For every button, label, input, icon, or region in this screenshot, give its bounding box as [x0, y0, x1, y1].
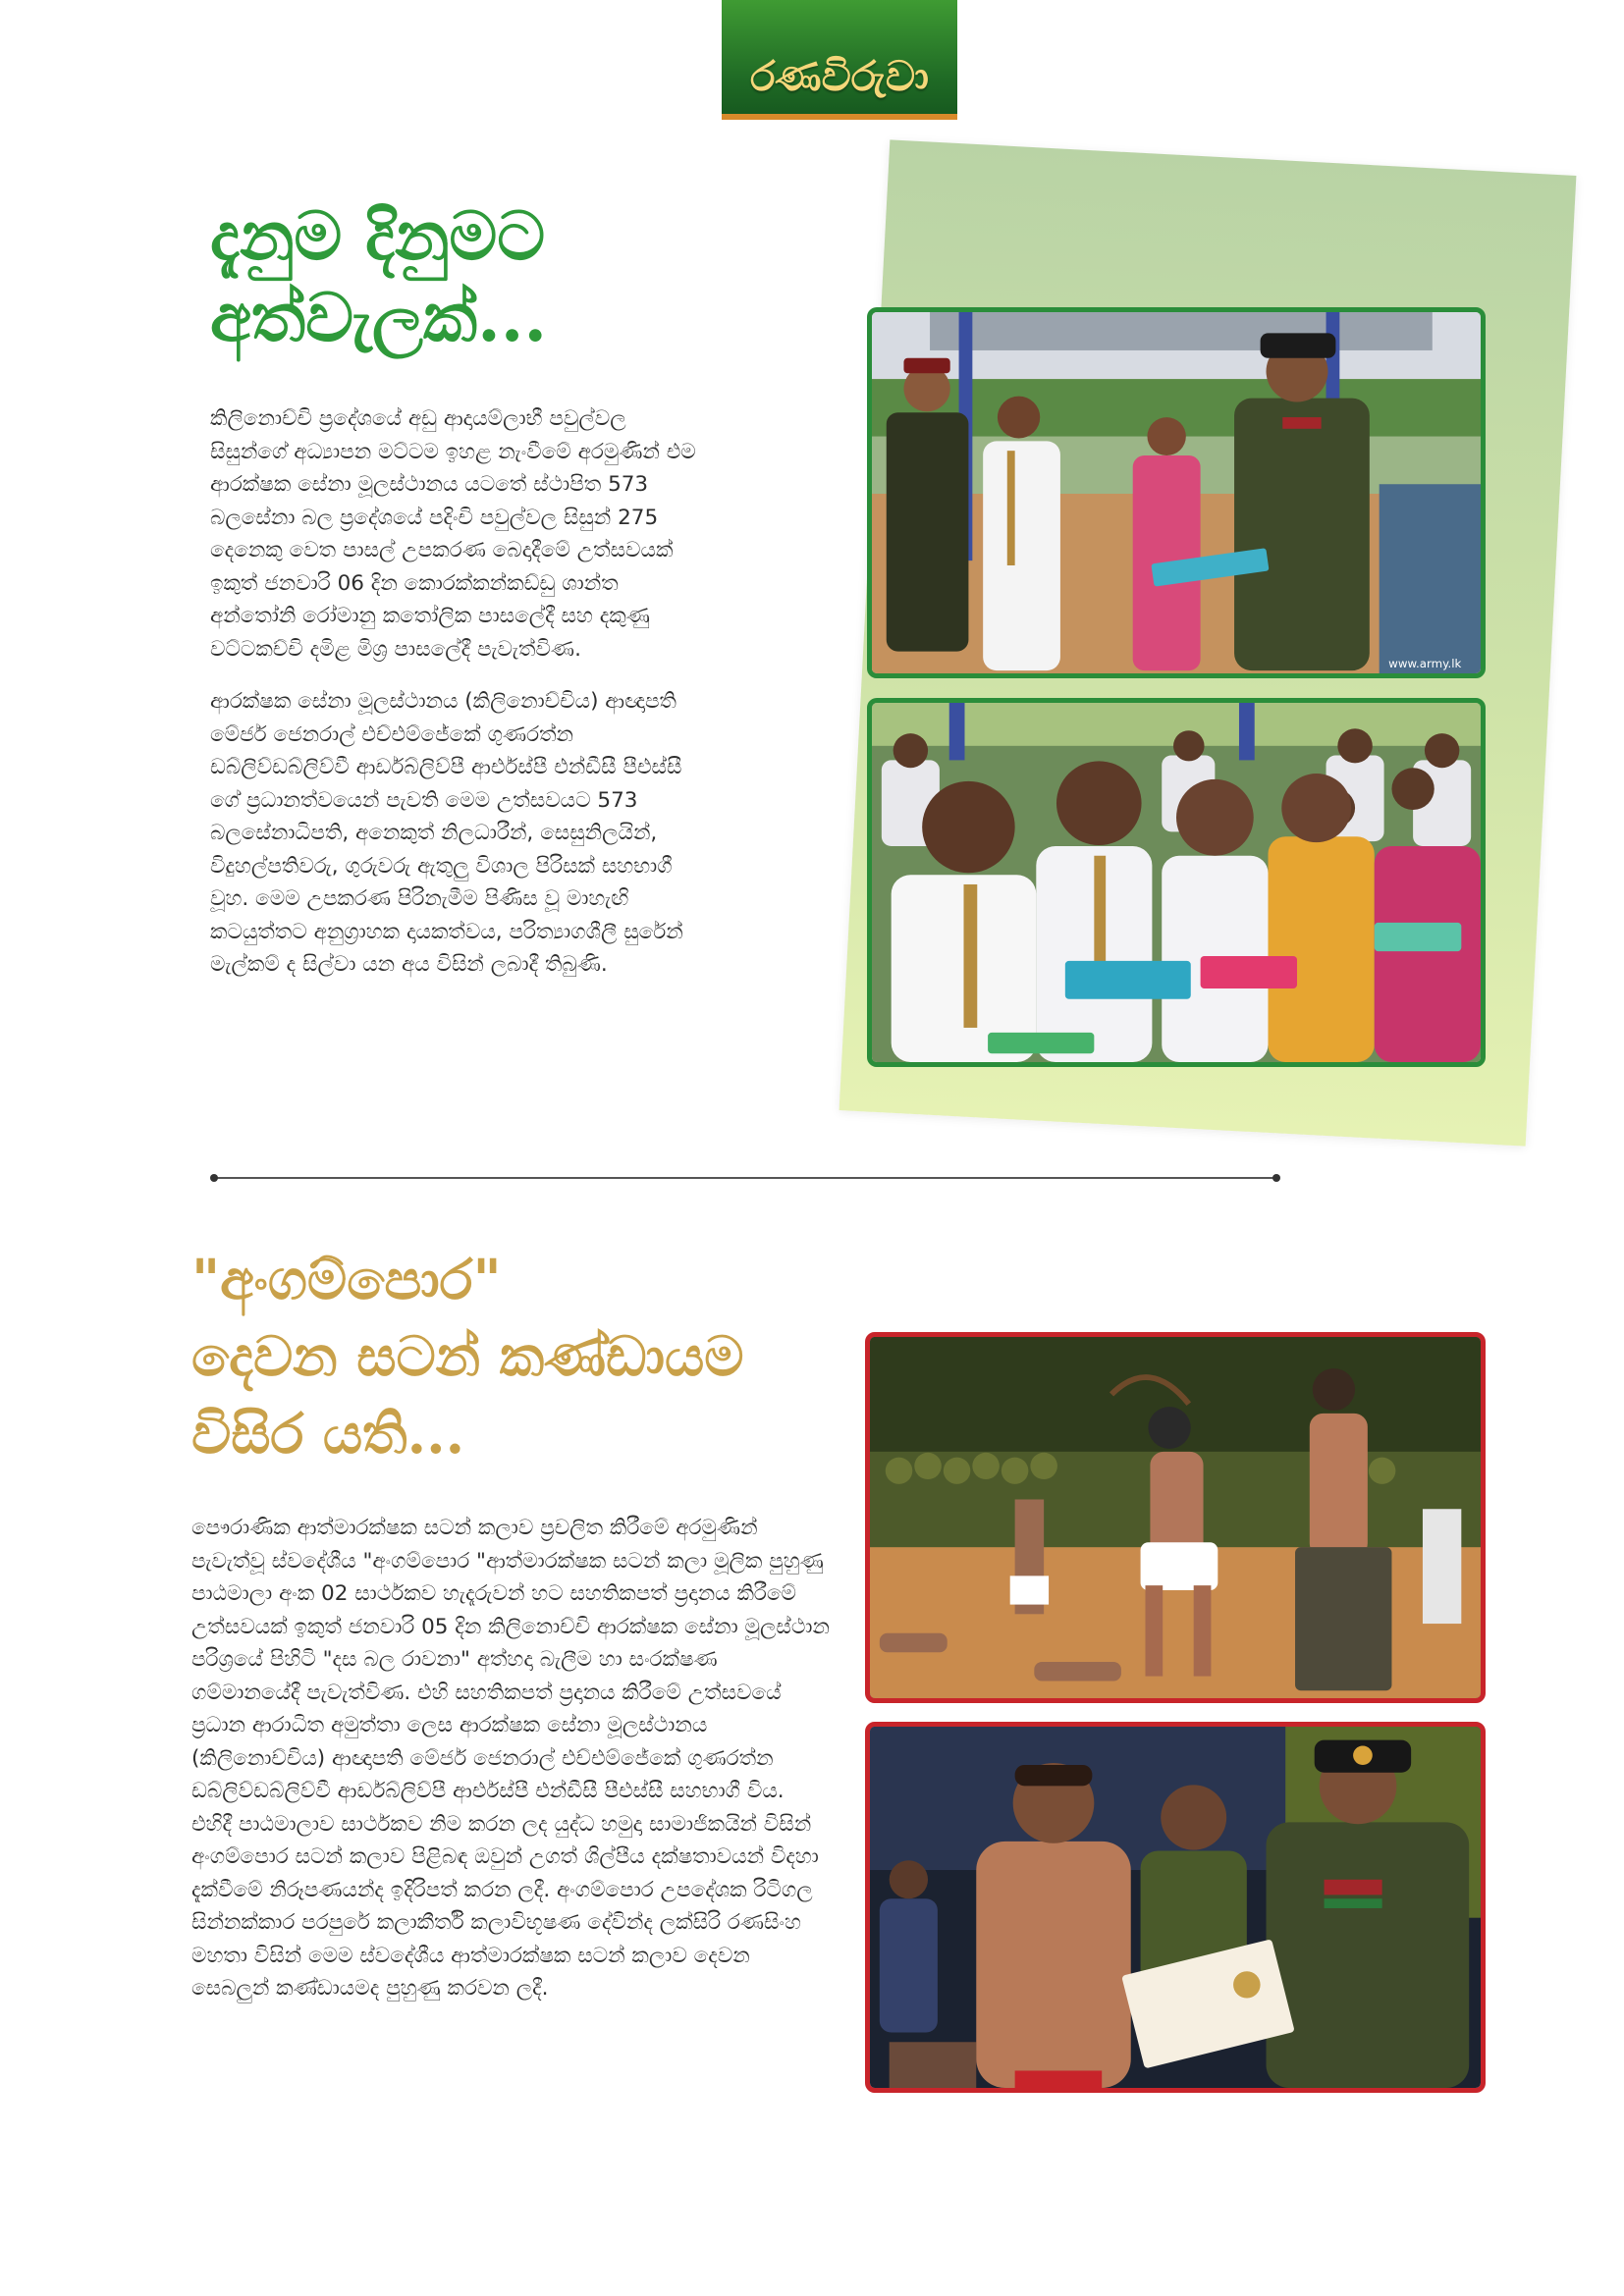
article2-body: [191, 1512, 830, 2025]
article1-paragraph: කිලිනොච්චි ප්‍රදේශයේ අඩු ආදායම්ලාභී පවුල්වල සිසුන්ගේ අධ්‍යාපන මට්ටම ඉහළ නැංවීමේ අරමුණින් එම ආරක්ෂක සේනා මූලස්ථානය යටතේ ස්ථාපිත 573 බලසේනා බල ප්‍රදේශයේ පදිංචි පවුල්වල සිසුන් 275 දෙනෙකු වෙත පාසල් උපකරණ බෙදාදීමේ උත්සවයක් ඉකුත් ජනවාරි 06 දින කොරක්කන්කඩ්ඩු ශාන්ත අන්තෝනි රෝමානු කතෝලික පාසලේදී සහ දකුණු වට්ටකච්චි දමිළ මිශ්‍ර පාසලේදී පැවැත්විණ.: [210, 406, 696, 662]
article2-headline-line2: දෙවන සටන් කණ්ඩායම: [191, 1324, 744, 1390]
section-divider: [214, 1177, 1276, 1179]
article2-headline-line3: විසිර යති...: [191, 1401, 465, 1467]
article1-headline: දැනුම දිනුමට අත්වැලක්...: [210, 197, 548, 357]
article1-paragraph: ආරක්ෂක සේනා මූලස්ථානය (කිලිනොච්චිය) ආඥාපති මේජර් ජෙනරාල් එච්එම්ජේකේ ගුණරත්න ඩබ්ලිව්ඩබ්ලිව්වී ආර්ඩබ්ලිව්පී ආර්එස්පී එන්ඩීසී පීඑස්සී ගේ ප්‍රධානත්වයෙන් පැවති මෙම උත්සවයට 573 බලසේනාධිපති, අනෙකුත් නිලධාරීන්, සෙසුනිලයින්, විදුහල්පතිවරු, ගුරුවරු ඇතුලු විශාල පිරිසක් සහභාගී වූහ. මෙම උපකරණ පිරිනැමීම පිණිස වූ මාහැඟි කටයුත්තට අනුග්‍රාහක දායකත්වය, පරිත්‍යාගශීලී සුරේන් මැල්කම් ද සිල්වා යන අය විසින් ලබාදී තිබුණි.: [210, 689, 683, 977]
article2-headline: [191, 1242, 800, 1472]
article1-body: [210, 402, 701, 1001]
magazine-masthead: [722, 0, 957, 120]
photo-certificate-presentation-art: [870, 1727, 1481, 2088]
photo-school-gift-handover-art: [872, 312, 1481, 673]
photo-school-gift-handover: [867, 307, 1486, 678]
photo-watermark: www.army.lk: [1388, 657, 1462, 671]
photo-angampora-demonstration-art: [870, 1337, 1481, 1698]
photo-children-with-books: [867, 698, 1486, 1067]
photo-children-with-books-art: [872, 703, 1481, 1062]
photo-certificate-presentation: [865, 1722, 1486, 2093]
article2-headline-line1: "අංගම්පොර": [191, 1248, 502, 1312]
article2-paragraph: පෞරාණික ආත්මාරක්ෂක සටන් කලාව ප්‍රචලිත කිරීමේ අරමුණින් පැවැත්වූ ස්වදේශීය "අංගම්පොර "ආත්මාරක්ෂක සටන් කලා මූලික පුහුණු පාඨමාලා අංක 02 සාර්ථකව හැදෑරුවන් හට සහතිකපත් ප්‍රදානය කිරීමේ උත්සවයක් ඉකුත් ජනවාරි 05 දින කිලිනොච්චි ආරක්ෂක සේනා මූලස්ථාන පරිශ්‍රයේ පිහිටි "දස බල රාවනා" අත්හදා බැලීම හා සංරක්ෂණ ගම්මානයේදී පැවැත්විණ. එහි සහතිකපත් ප්‍රදානය කිරීමේ උත්සවයේ ප්‍රධාන ආරාධිත අමුත්තා ලෙස ආරක්ෂක සේනා මූලස්ථානය (කිලිනොච්චිය) ආඥාපති මේජර් ජෙනරාල් එච්එම්ජේකේ ගුණරත්න ඩබ්ලිව්ඩබ්ලිව්වී ආර්ඩබ්ලිව්පී ආර්එස්පී එන්ඩීසී පීඑස්සී සහභාගී විය. එහිදී පාඨමාලාව සාර්ථකව නිම කරන ලද යුද්ධ හමුදා සාමාජිකයින් විසින් අංගම්පොර සටන් කලාව පිළිබඳ ඔවුන් උගත් ශිල්පීය දක්ෂතාවයන් විදහා දැක්වීමේ නිරූපණයන්ද ඉදිරිපත් කරන ලදී. අංගම්පොර උපදේශක රිටිගල සින්නක්කාර පරපුරේ කලාකීර්ති කලාවිභූෂණ දේවින්ද ලක්සිරි රණසිංහ මහතා විසින් මෙම ස්වදේශීය ආත්මාරක්ෂක සටන් කලාව දෙවන සෙබලුන් කණ්ඩායමද පුහුණු කරවන ලදී.: [191, 1516, 830, 2001]
magazine-title: රණවිරුවා: [750, 52, 929, 100]
photo-angampora-demonstration: [865, 1332, 1486, 1703]
